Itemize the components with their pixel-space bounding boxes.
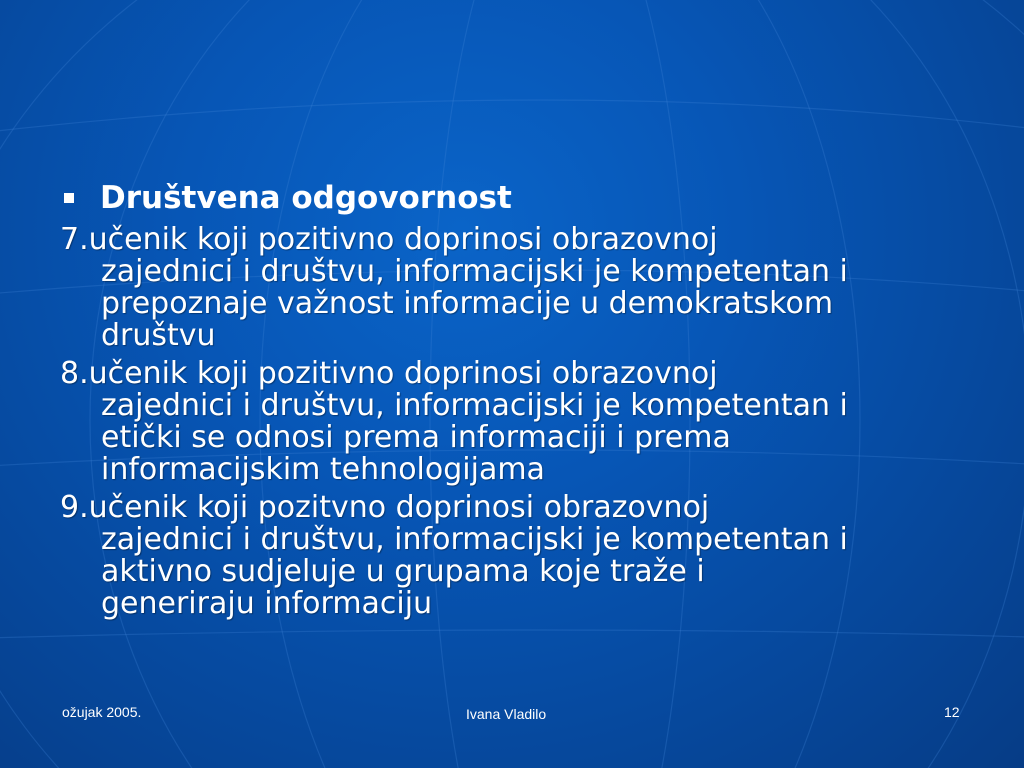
- item-line: generiraju informaciju: [101, 586, 433, 621]
- list-item: [60, 224, 990, 352]
- item-line: društvu: [101, 318, 216, 353]
- item-line: zajednici i društvu, informacijski je kompetentan i: [101, 522, 848, 557]
- item-line: informacijskim tehnologijama: [101, 452, 545, 487]
- footer-date: ožujak 2005.: [62, 704, 142, 720]
- item-line: 9.učenik koji pozitvno doprinosi obrazovnoj: [60, 490, 710, 525]
- list-item: [60, 492, 990, 620]
- item-line: zajednici i društvu, informacijski je kompetentan i: [101, 388, 848, 423]
- item-line: aktivno sudjeluje u grupama koje traže i: [101, 554, 705, 589]
- footer-author: Ivana Vladilo: [466, 706, 547, 722]
- item-line: 8.učenik koji pozitivno doprinosi obrazovnoj: [60, 356, 718, 391]
- item-line: zajednici i društvu, informacijski je kompetentan i: [101, 254, 848, 289]
- item-line: etički se odnosi prema informaciji i prema: [101, 420, 731, 455]
- list-item: [60, 358, 990, 486]
- footer-page-number: 12: [944, 704, 960, 720]
- item-line: 7.učenik koji pozitivno doprinosi obrazovnoj: [60, 222, 718, 257]
- square-bullet-icon: [64, 193, 74, 203]
- item-line: prepoznaje važnost informacije u demokratskom: [101, 286, 834, 321]
- slide-body: [60, 178, 990, 620]
- slide-heading: Društvena odgovornost: [100, 180, 512, 216]
- heading-row: [60, 178, 990, 218]
